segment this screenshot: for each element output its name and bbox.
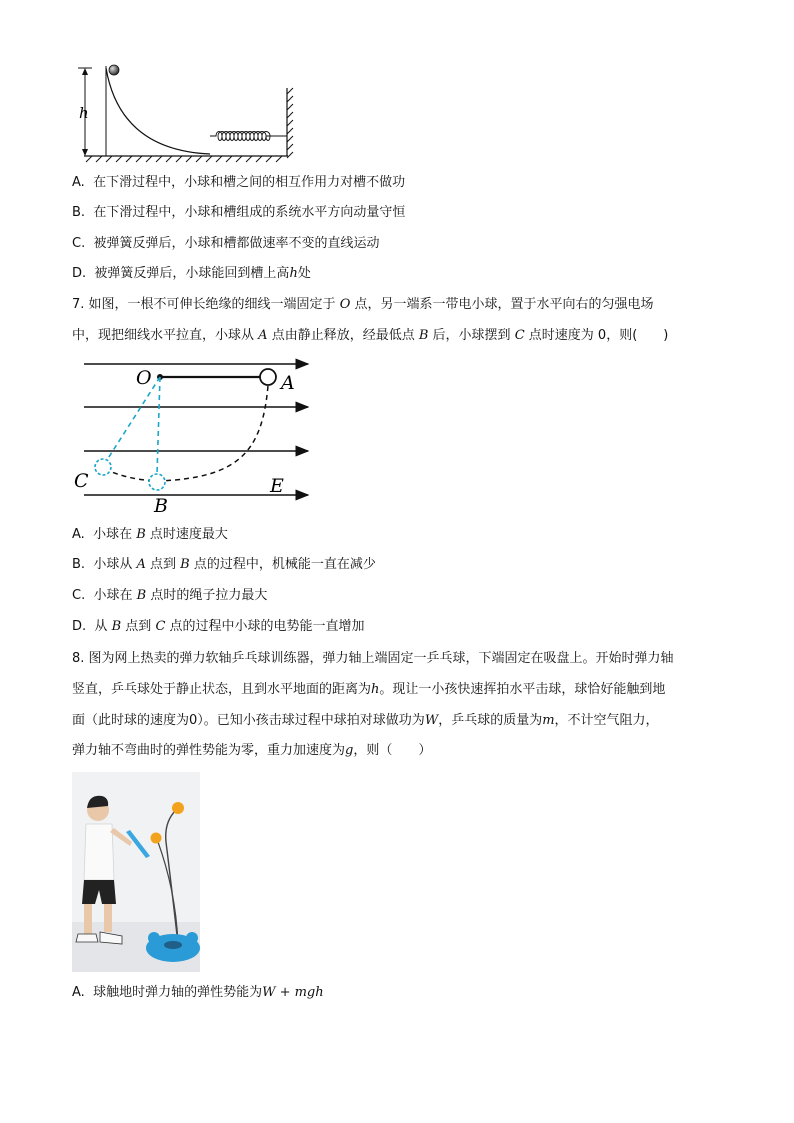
q8-stem-line1: 8. 图为网上热卖的弹力软轴乒乓球训练器，弹力轴上端固定一乒乓球，下端固定在吸盘上。开始时弹力轴 <box>72 651 674 666</box>
ball-C <box>95 459 111 475</box>
q7-option-d: D. 从 B 点到 C 点的过程中小球的电势能一直增加 <box>72 619 365 634</box>
ball-A <box>260 369 276 385</box>
h-label: h <box>79 104 89 122</box>
string-to-C <box>107 377 160 460</box>
pendulum-figure <box>70 356 320 518</box>
q8-stem-line4: 弹力轴不弯曲时的弹性势能为零，重力加速度为g，则（ ） <box>72 743 432 758</box>
q7-stem-line2: 中，现把细线水平拉直，小球从 A 点由静止释放，经最低点 B 后，小球摆到 C 点时速度为 0，则( ) <box>72 328 669 343</box>
q7-stem-line1: 7. 如图，一根不可伸长绝缘的细线一端固定于 O 点，另一端系一带电小球，置于水平向右的匀强电场 <box>72 297 654 312</box>
q6-option-d: D. 被弹簧反弹后，小球能回到槽上高h处 <box>72 266 311 281</box>
label-A: A <box>281 372 295 394</box>
label-B: B <box>154 495 168 517</box>
q7-option-a: A. 小球在 B 点时速度最大 <box>72 527 228 542</box>
label-E: E <box>270 475 284 497</box>
string-to-B <box>157 377 160 474</box>
q8-option-a: A. 球触地时弹力轴的弹性势能为W + mgh <box>72 985 324 1000</box>
ping-pong-ball-1 <box>172 802 184 814</box>
q6-option-c: C. 被弹簧反弹后，小球和槽都做速率不变的直线运动 <box>72 236 380 251</box>
q7-option-b: B. 小球从 A 点到 B 点的过程中，机械能一直在减少 <box>72 557 376 572</box>
trajectory <box>103 386 268 481</box>
q7-option-c: C. 小球在 B 点时的绳子拉力最大 <box>72 588 268 603</box>
q6-option-a: A. 在下滑过程中，小球和槽之间的相互作用力对槽不做功 <box>72 175 406 190</box>
ball <box>109 65 119 75</box>
label-O: O <box>136 367 152 389</box>
label-C: C <box>74 470 89 492</box>
training-photo <box>72 772 200 972</box>
ball-B <box>149 474 165 490</box>
q8-stem-line3: 面（此时球的速度为0）。已知小孩击球过程中球拍对球做功为W，乒乓球的质量为m，不计空气阻力， <box>72 713 659 728</box>
q8-stem-line2: 竖直，乒乓球处于静止状态，且到水平地面的距离为h。现让一小孩快速挥拍水平击球，球恰好能触到地 <box>72 682 666 697</box>
ping-pong-ball-2 <box>151 833 162 844</box>
q6-option-b: B. 在下滑过程中，小球和槽组成的系统水平方向动量守恒 <box>72 205 406 220</box>
groove-figure <box>70 60 300 164</box>
